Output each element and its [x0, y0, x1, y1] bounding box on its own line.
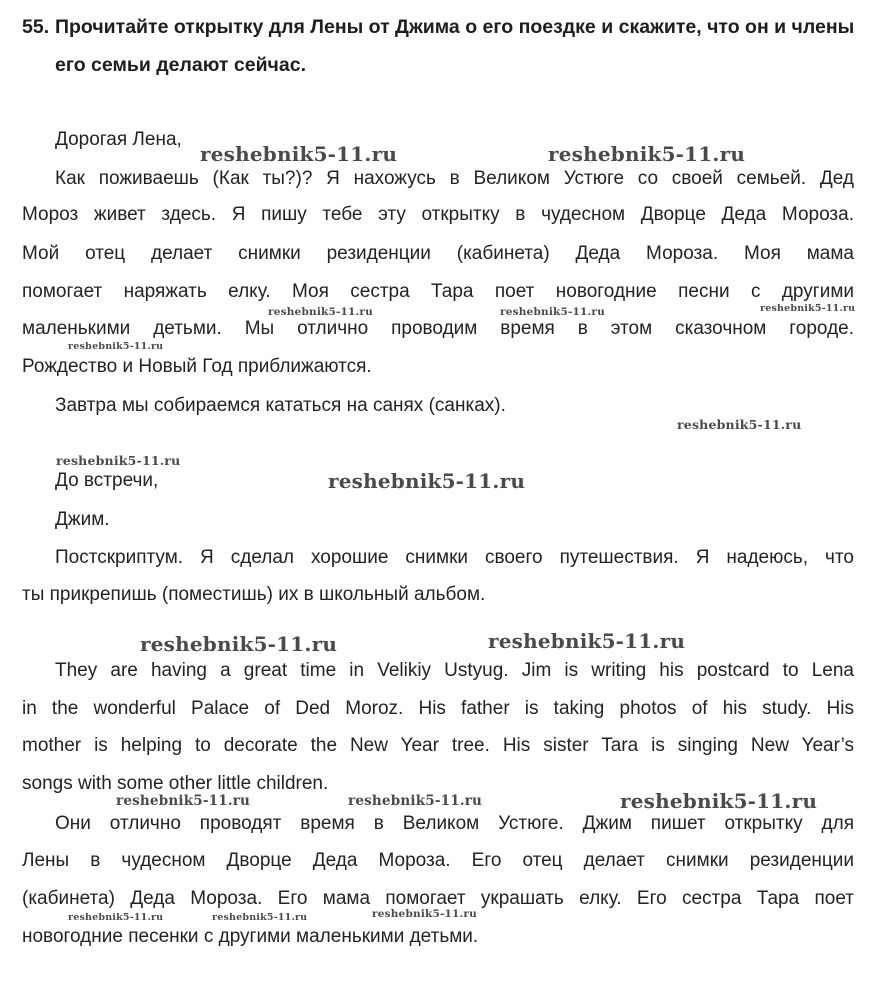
postcard-line: Как поживаешь (Как ты?)? Я нахожусь в Великом Устюге со своей семьей. Дед	[55, 168, 854, 189]
postcard-line: Мой отец делает снимки резиденции (кабинета) Деда Мороза. Моя мама	[22, 243, 854, 264]
postcard-line: маленькими детьми. Мы отлично проводим время в этом сказочном городе.	[22, 318, 854, 339]
answer-ru-line: (кабинета) Деда Мороза. Его мама помогает украшать елку. Его сестра Тара поет	[22, 888, 854, 909]
watermark: reshebnik5-11.ru	[677, 417, 802, 432]
answer-ru-line: новогодние песенки с другими маленькими детьми.	[22, 926, 479, 947]
watermark: reshebnik5-11.ru	[620, 789, 818, 813]
postcard-line: Рождество и Новый Год приближаются.	[22, 356, 372, 377]
exercise-heading	[22, 8, 862, 84]
watermark: reshebnik5-11.ru	[548, 142, 746, 166]
answer-ru-line: Лены в чудесном Дворце Деда Мороза. Его отец делает снимки резиденции	[22, 850, 854, 871]
postcard-ps-line: ты прикрепишь (поместишь) их в школьный альбом.	[22, 584, 486, 605]
postcard-closing: До встречи,	[55, 470, 159, 491]
watermark: reshebnik5-11.ru	[372, 908, 477, 920]
postcard-line: помогает наряжать елку. Моя сестра Тара поет новогодние песни с другими	[22, 281, 854, 302]
answer-en-line: mother is helping to decorate the New Year tree. His sister Tara is singing New Year’s	[22, 735, 854, 756]
postcard-greeting: Дорогая Лена,	[55, 129, 182, 150]
watermark: reshebnik5-11.ru	[140, 632, 338, 656]
watermark: reshebnik5-11.ru	[488, 629, 686, 653]
watermark: reshebnik5-11.ru	[56, 453, 181, 468]
watermark: reshebnik5-11.ru	[212, 912, 308, 923]
answer-en-line: in the wonderful Palace of Ded Moroz. His father is taking photos of his study. His	[22, 698, 854, 719]
watermark: reshebnik5-11.ru	[760, 303, 856, 314]
exercise-number: 55.	[22, 16, 50, 38]
watermark: reshebnik5-11.ru	[500, 306, 605, 318]
postcard-ps-line: Постскриптум. Я сделал хорошие снимки своего путешествия. Я надеюсь, что	[55, 547, 854, 568]
watermark: reshebnik5-11.ru	[116, 793, 251, 809]
watermark: reshebnik5-11.ru	[68, 912, 164, 923]
postcard-signature: Джим.	[55, 509, 110, 530]
postcard-line: Мороз живет здесь. Я пишу тебе эту открытку в чудесном Дворце Деда Мороза.	[22, 204, 854, 225]
postcard-tomorrow: Завтра мы собираемся кататься на санях (санках).	[55, 395, 506, 416]
watermark: reshebnik5-11.ru	[328, 469, 526, 493]
watermark: reshebnik5-11.ru	[348, 793, 483, 809]
watermark: reshebnik5-11.ru	[68, 341, 164, 352]
answer-en-line: songs with some other little children.	[22, 773, 329, 794]
answer-en-line: They are having a great time in Velikiy Ustyug. Jim is writing his postcard to Lena	[55, 660, 854, 681]
exercise-title: Прочитайте открытку для Лены от Джима о его поездке и скажите, что он и члены его семьи делают сейчас.	[55, 16, 855, 76]
watermark: reshebnik5-11.ru	[268, 306, 373, 318]
answer-ru-line: Они отлично проводят время в Великом Устюге. Джим пишет открытку для	[55, 813, 854, 834]
watermark: reshebnik5-11.ru	[200, 142, 398, 166]
